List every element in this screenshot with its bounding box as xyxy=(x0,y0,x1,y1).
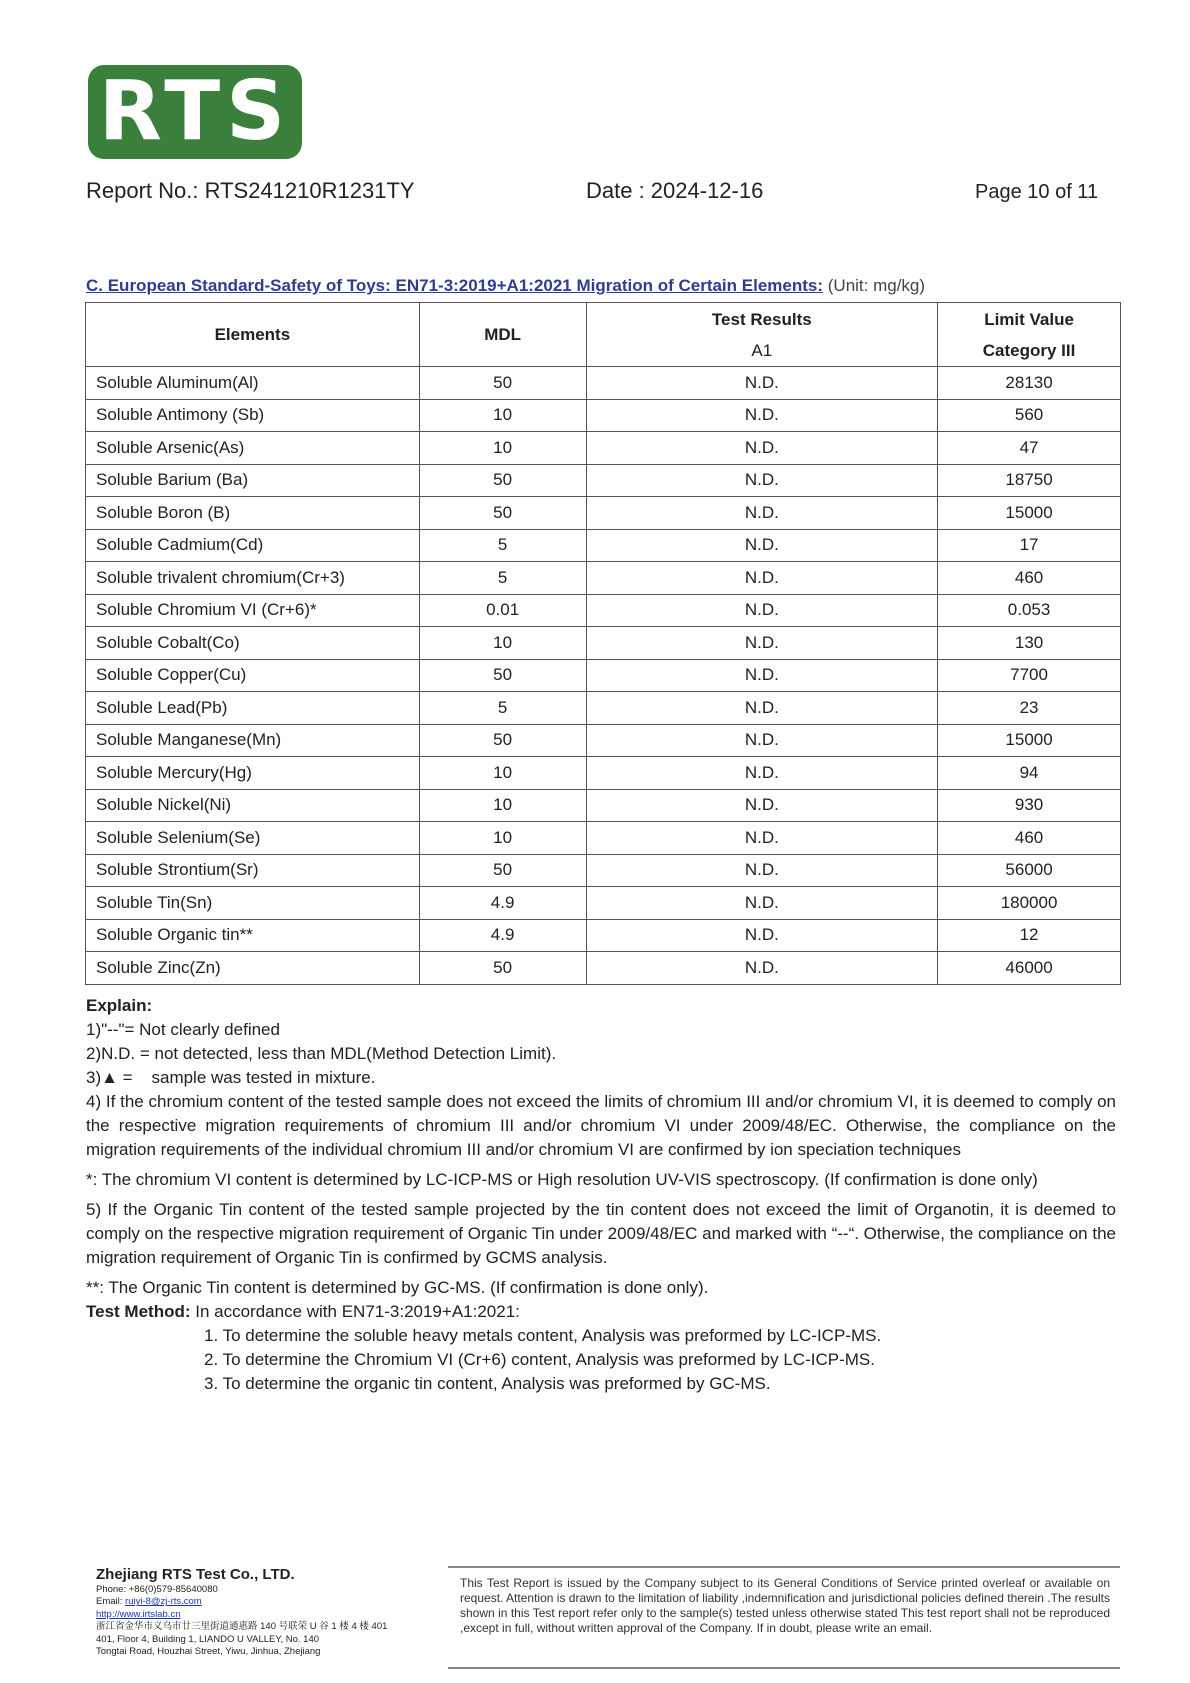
cell-element: Soluble Copper(Cu) xyxy=(86,659,420,692)
cell-mdl: 10 xyxy=(419,399,586,432)
cell-element: Soluble Mercury(Hg) xyxy=(86,757,420,790)
table-row xyxy=(86,724,1121,757)
cell-element: Soluble Lead(Pb) xyxy=(86,692,420,725)
cell-mdl: 50 xyxy=(419,497,586,530)
address-chinese: 浙江省金华市义乌市廿三里街道通惠路 140 号联荣 U 谷 1 楼 4 楼 401 xyxy=(96,1621,388,1633)
cell-element: Soluble Manganese(Mn) xyxy=(86,724,420,757)
results-table xyxy=(85,302,1121,985)
cell-element: Soluble Boron (B) xyxy=(86,497,420,530)
company-name: Zhejiang RTS Test Co., LTD. xyxy=(96,1566,295,1583)
cell-mdl: 10 xyxy=(419,757,586,790)
cell-limit: 47 xyxy=(938,432,1121,465)
method-3: 3. To determine the organic tin content, Analysis was preformed by GC-MS. xyxy=(204,1374,771,1393)
cell-limit: 17 xyxy=(938,529,1121,562)
note-3: 3)▲ = sample was tested in mixture. xyxy=(86,1068,376,1087)
cell-result: N.D. xyxy=(586,464,938,497)
cell-limit: 0.053 xyxy=(938,594,1121,627)
cell-limit: 94 xyxy=(938,757,1121,790)
cell-result: N.D. xyxy=(586,789,938,822)
cell-limit: 460 xyxy=(938,562,1121,595)
table-row xyxy=(86,367,1121,400)
cell-result: N.D. xyxy=(586,594,938,627)
cell-limit: 56000 xyxy=(938,854,1121,887)
explanation-notes xyxy=(86,994,1116,1396)
cell-mdl: 5 xyxy=(419,562,586,595)
section-heading: C. European Standard-Safety of Toys: EN71-3:2019+A1:2021 Migration of Certain Elements: xyxy=(86,276,824,295)
table-row xyxy=(86,399,1121,432)
cell-element: Soluble Nickel(Ni) xyxy=(86,789,420,822)
cell-element: Soluble Antimony (Sb) xyxy=(86,399,420,432)
website-link[interactable]: http://www.irtslab.cn xyxy=(96,1608,181,1620)
cell-mdl: 50 xyxy=(419,952,586,985)
cell-mdl: 4.9 xyxy=(419,887,586,920)
cell-mdl: 5 xyxy=(419,529,586,562)
test-method-label: Test Method: xyxy=(86,1302,191,1321)
table-row xyxy=(86,757,1121,790)
note-1: 1)"--"= Not clearly defined xyxy=(86,1020,280,1039)
table-row xyxy=(86,627,1121,660)
cell-result: N.D. xyxy=(586,854,938,887)
cell-mdl: 50 xyxy=(419,367,586,400)
cell-result: N.D. xyxy=(586,952,938,985)
header-mdl: MDL xyxy=(419,303,586,367)
section-unit: (Unit: mg/kg) xyxy=(827,276,926,295)
table-row xyxy=(86,692,1121,725)
address-line-2: Tongtai Road, Houzhai Street, Yiwu, Jinhua, Zhejiang xyxy=(96,1646,321,1658)
section-title xyxy=(86,276,925,296)
cell-element: Soluble Selenium(Se) xyxy=(86,822,420,855)
cell-element: Soluble Arsenic(As) xyxy=(86,432,420,465)
table-row xyxy=(86,854,1121,887)
table-row xyxy=(86,562,1121,595)
cell-element: Soluble Chromium VI (Cr+6)* xyxy=(86,594,420,627)
note-organic-tin-star: **: The Organic Tin content is determined by GC-MS. (If confirmation is done only). xyxy=(86,1278,709,1297)
cell-mdl: 50 xyxy=(419,854,586,887)
footer-company-info xyxy=(96,1565,387,1658)
cell-element: Soluble Tin(Sn) xyxy=(86,887,420,920)
table-row xyxy=(86,529,1121,562)
cell-limit: 930 xyxy=(938,789,1121,822)
cell-mdl: 10 xyxy=(419,822,586,855)
logo-text: RTS xyxy=(98,64,292,159)
cell-mdl: 0.01 xyxy=(419,594,586,627)
cell-limit: 12 xyxy=(938,919,1121,952)
cell-element: Soluble Barium (Ba) xyxy=(86,464,420,497)
header-elements: Elements xyxy=(86,303,420,367)
cell-mdl: 50 xyxy=(419,464,586,497)
cell-result: N.D. xyxy=(586,659,938,692)
page-number: Page 10 of 11 xyxy=(975,181,1099,203)
cell-element: Soluble Cadmium(Cd) xyxy=(86,529,420,562)
table-header-row xyxy=(86,303,1121,367)
cell-result: N.D. xyxy=(586,627,938,660)
header-test-results xyxy=(586,303,938,367)
table-row xyxy=(86,887,1121,920)
table-row xyxy=(86,919,1121,952)
note-5: 5) If the Organic Tin content of the tested sample projected by the tin content does not exceed the limit of Organotin, it is deemed to comply on the respective migration requirement of Organic Tin under 2009/48/EC and marked with “--“. Otherwise, the compliance on the migration requirement of Organic Tin is confirmed by GCMS analysis. xyxy=(86,1200,1116,1267)
header-limit-label: Limit Value xyxy=(984,309,1074,329)
cell-mdl: 4.9 xyxy=(419,919,586,952)
cell-result: N.D. xyxy=(586,822,938,855)
email-link[interactable]: ruiyi-8@zj-rts.com xyxy=(125,1596,202,1608)
cell-result: N.D. xyxy=(586,529,938,562)
cell-result: N.D. xyxy=(586,919,938,952)
table-row xyxy=(86,594,1121,627)
explain-label: Explain: xyxy=(86,996,153,1015)
header-sample-id: A1 xyxy=(751,340,773,360)
test-method xyxy=(86,1300,1116,1324)
cell-mdl: 50 xyxy=(419,724,586,757)
test-method-text: In accordance with EN71-3:2019+A1:2021: xyxy=(190,1302,520,1321)
cell-mdl: 10 xyxy=(419,627,586,660)
note-4: 4) If the chromium content of the tested sample does not exceed the limits of chromium III and/or chromium VI, it is deemed to comply on the respective migration requirements of chromium III and/or chromium VI under 2009/48/EC. Otherwise, the compliance on the migration requirements of the individual chromium III and/or chromium VI are confirmed by ion speciation techniques xyxy=(86,1092,1116,1159)
cell-limit: 18750 xyxy=(938,464,1121,497)
note-chromium-star: *: The chromium VI content is determined by LC-ICP-MS or High resolution UV-VIS spectroscopy. (If confirmation is done only) xyxy=(86,1170,1038,1189)
method-1: 1. To determine the soluble heavy metals content, Analysis was preformed by LC-ICP-MS. xyxy=(204,1326,882,1345)
cell-limit: 180000 xyxy=(938,887,1121,920)
cell-result: N.D. xyxy=(586,562,938,595)
company-phone: Phone: +86(0)579-85640080 xyxy=(96,1584,218,1595)
cell-element: Soluble Cobalt(Co) xyxy=(86,627,420,660)
cell-limit: 15000 xyxy=(938,497,1121,530)
method-2: 2. To determine the Chromium VI (Cr+6) content, Analysis was preformed by LC-ICP-MS. xyxy=(204,1350,875,1369)
cell-limit: 15000 xyxy=(938,724,1121,757)
cell-element: Soluble trivalent chromium(Cr+3) xyxy=(86,562,420,595)
footer-disclaimer: This Test Report is issued by the Company subject to its General Conditions of Service printed overleaf or available on request. Attention is drawn to the limitation of liability ,indemnification and jurisdictional policies defined therein .The results shown in this Test report refer only to the sample(s) tested unless otherwise stated This test report shall not be reproduced ,except in full, without written approval of the Company. If in doubt, please write an email. xyxy=(460,1576,1110,1635)
cell-limit: 28130 xyxy=(938,367,1121,400)
cell-result: N.D. xyxy=(586,497,938,530)
cell-mdl: 50 xyxy=(419,659,586,692)
table-row xyxy=(86,822,1121,855)
table-row xyxy=(86,432,1121,465)
cell-mdl: 10 xyxy=(419,789,586,822)
table-row xyxy=(86,464,1121,497)
cell-limit: 560 xyxy=(938,399,1121,432)
cell-mdl: 10 xyxy=(419,432,586,465)
cell-limit: 23 xyxy=(938,692,1121,725)
report-number: Report No.: RTS241210R1231TY xyxy=(86,178,415,203)
cell-element: Soluble Aluminum(Al) xyxy=(86,367,420,400)
table-row xyxy=(86,789,1121,822)
cell-result: N.D. xyxy=(586,399,938,432)
rts-logo xyxy=(88,65,302,159)
cell-element: Soluble Zinc(Zn) xyxy=(86,952,420,985)
address-line-1: 401, Floor 4, Building 1, LIANDO U VALLEY, No. 140 xyxy=(96,1633,320,1645)
cell-result: N.D. xyxy=(586,757,938,790)
table-row xyxy=(86,497,1121,530)
cell-result: N.D. xyxy=(586,432,938,465)
cell-result: N.D. xyxy=(586,724,938,757)
table-row xyxy=(86,659,1121,692)
report-date: Date : 2024-12-16 xyxy=(586,178,764,203)
cell-mdl: 5 xyxy=(419,692,586,725)
cell-element: Soluble Strontium(Sr) xyxy=(86,854,420,887)
cell-element: Soluble Organic tin** xyxy=(86,919,420,952)
cell-limit: 7700 xyxy=(938,659,1121,692)
cell-limit: 460 xyxy=(938,822,1121,855)
cell-result: N.D. xyxy=(586,887,938,920)
header-category: Category III xyxy=(982,340,1076,360)
footer-bottom-rule xyxy=(448,1667,1120,1669)
cell-result: N.D. xyxy=(586,367,938,400)
header-test-results-label: Test Results xyxy=(711,309,812,329)
table-row xyxy=(86,952,1121,985)
footer-top-rule xyxy=(448,1566,1120,1568)
header-limit-value xyxy=(938,303,1121,367)
note-2: 2)N.D. = not detected, less than MDL(Method Detection Limit). xyxy=(86,1044,557,1063)
cell-limit: 46000 xyxy=(938,952,1121,985)
email-label: Email: xyxy=(96,1596,126,1608)
cell-result: N.D. xyxy=(586,692,938,725)
company-email xyxy=(96,1596,387,1608)
cell-limit: 130 xyxy=(938,627,1121,660)
